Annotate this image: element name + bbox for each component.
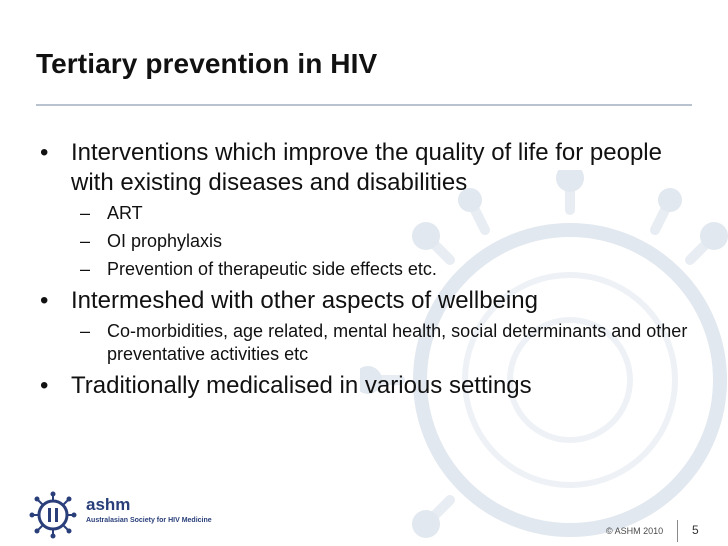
- title-divider: [36, 104, 692, 106]
- slide-title: Tertiary prevention in HIV: [36, 48, 378, 79]
- logo-wordmark: ashm: [86, 495, 131, 514]
- bullet-marker: •: [40, 139, 49, 166]
- bullet-marker: •: [40, 372, 49, 399]
- bullet-marker: •: [40, 287, 49, 314]
- bullet-item: [36, 371, 696, 401]
- sub-bullet-text: ART: [107, 203, 143, 223]
- sub-bullet-text: Co-morbidities, age related, mental health, social determinants and other preventative activities etc: [107, 321, 688, 364]
- bullet-item: [36, 138, 696, 198]
- page-number: 5: [692, 523, 699, 537]
- bullet-item: [36, 286, 696, 316]
- sub-bullet-text: Prevention of therapeutic side effects etc.: [107, 259, 437, 279]
- copyright-text: © ASHM 2010: [606, 526, 664, 536]
- sub-bullet-text: OI prophylaxis: [107, 231, 223, 251]
- sub-bullet-marker: –: [80, 231, 91, 251]
- sub-bullet-item: [36, 230, 696, 253]
- ashm-logo-icon: [28, 490, 78, 540]
- sub-bullet-item: [36, 202, 696, 225]
- sub-bullet-marker: –: [80, 259, 91, 279]
- bullet-text: Intermeshed with other aspects of wellbeing: [71, 287, 538, 314]
- sub-bullet-item: [36, 320, 696, 366]
- bullet-list: [36, 138, 696, 405]
- sub-bullet-item: [36, 258, 696, 281]
- footer-divider: [677, 520, 678, 542]
- logo-subtitle: Australasian Society for HIV Medicine: [86, 517, 212, 524]
- bullet-text: Traditionally medicalised in various settings: [71, 372, 532, 399]
- bullet-text: Interventions which improve the quality of life for people with existing diseases and disabilities: [71, 139, 662, 196]
- sub-bullet-marker: –: [80, 321, 91, 341]
- sub-bullet-marker: –: [80, 203, 91, 223]
